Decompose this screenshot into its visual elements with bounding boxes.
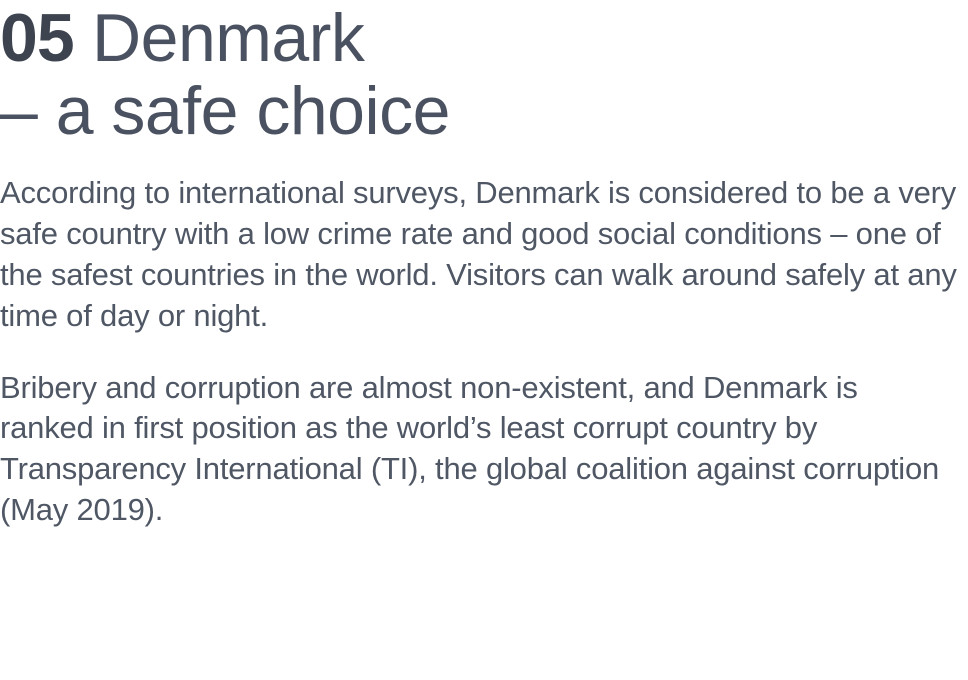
section-number: 05 [0, 0, 74, 76]
title-space [74, 0, 92, 76]
paragraph-2: Bribery and corruption are almost non-existent, and Denmark is ranked in first position as the world’s least corrupt country by Transparency International (TI), the global coalition against corruption (May 2019). [0, 369, 940, 528]
title-line-2: – a safe choice [0, 73, 450, 150]
title-line-1: Denmark [92, 0, 365, 76]
page-title [0, 0, 958, 149]
body-copy [0, 149, 958, 531]
paragraph-1: According to international surveys, Denmark is considered to be a very safe country with a low crime rate and good social conditions – one of the safest countries in the world. Visitors can walk around safely at any time of day or night. [0, 174, 957, 333]
